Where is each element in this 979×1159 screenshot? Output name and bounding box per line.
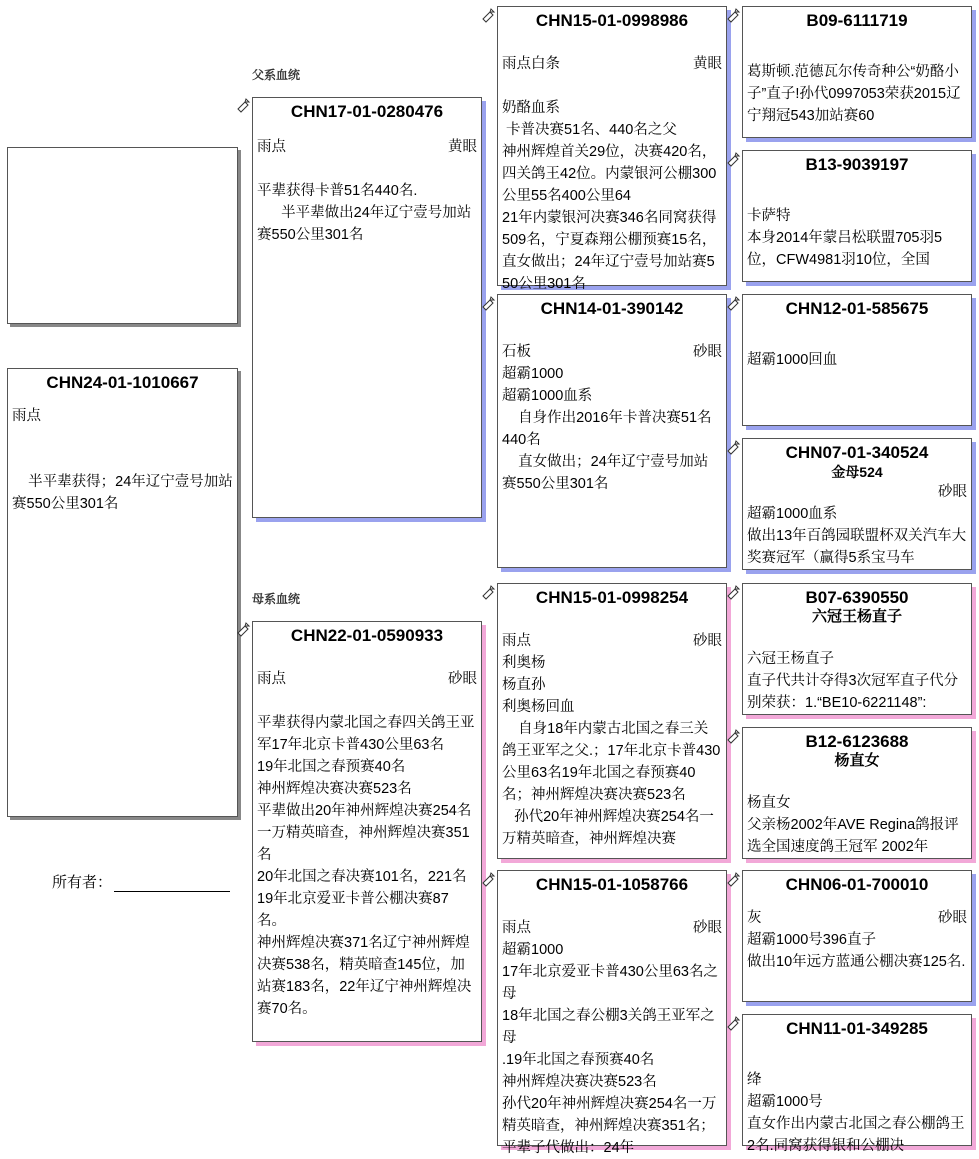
dsd-notes: 杨直女 父亲杨2002年AVE Regina鸽报评选全国速度鸽王冠军 2002年: [747, 795, 959, 855]
edit-pin-icon[interactable]: [236, 622, 250, 636]
edit-pin-icon[interactable]: [481, 296, 495, 310]
dss-card: [742, 583, 972, 715]
edit-pin-icon[interactable]: [726, 296, 740, 310]
ssd-ring: B13-9039197: [805, 155, 909, 174]
ds-color: 雨点: [502, 633, 531, 649]
sire-ring: CHN17-01-0280476: [290, 102, 444, 121]
edit-pin-icon[interactable]: [481, 585, 495, 599]
sds-ring: CHN12-01-585675: [785, 299, 929, 318]
ss-color: 雨点白条: [502, 56, 560, 72]
sd-notes: 超霸1000 超霸1000血系 自身作出2016年卡普决赛51名 440名 直女做出；24年辽宁壹号加站赛550公里301名: [502, 366, 712, 492]
sdd-name: 金母524: [831, 464, 883, 480]
sss-card: [742, 6, 972, 138]
ss-card: [497, 6, 727, 292]
dd-ring: CHN15-01-1058766: [535, 875, 689, 894]
ssd-card: [742, 150, 972, 282]
sss-notes: 葛斯顿.范德瓦尔传奇种公“奶酪小子”直子!孙代0997053荣获2015辽宁翔冠543加站赛60: [747, 64, 961, 124]
ds-card: [497, 583, 727, 859]
dss-notes: 六冠王杨直子 直子代共计夺得3次冠军直子代分别荣获：1.“BE10-6221148”:: [747, 651, 959, 711]
ddd-ring: CHN11-01-349285: [786, 1019, 928, 1038]
owner-field: [52, 871, 230, 892]
ss-eye: 黄眼: [693, 56, 722, 72]
dam-card: [252, 621, 482, 1042]
dds-color: 灰: [747, 910, 762, 926]
edit-pin-icon[interactable]: [481, 8, 495, 22]
dds-ring: CHN06-01-700010: [785, 875, 929, 894]
sd-ring: CHN14-01-390142: [540, 299, 684, 318]
edit-pin-icon[interactable]: [726, 729, 740, 743]
dam-eye: 砂眼: [448, 671, 477, 687]
ddd-card: [742, 1014, 972, 1154]
sdd-card: [742, 438, 972, 570]
sss-ring: B09-6111719: [806, 11, 908, 30]
sds-card: [742, 294, 972, 426]
sire-notes: 平辈获得卡普51名440名. 半平辈做出24年辽宁壹号加站赛550公里301名: [257, 183, 472, 243]
subject-card: [7, 368, 238, 817]
edit-pin-icon[interactable]: [726, 8, 740, 22]
dam-ring: CHN22-01-0590933: [290, 626, 444, 645]
dam-line-label: 母系血统: [252, 592, 301, 606]
ds-eye: 砂眼: [693, 633, 722, 649]
dss-ring: B07-6390550: [805, 588, 909, 607]
sd-color: 石板: [502, 344, 531, 360]
sire-card: [252, 97, 482, 518]
edit-pin-icon[interactable]: [481, 872, 495, 886]
edit-pin-icon[interactable]: [236, 98, 250, 112]
dsd-ring: B12-6123688: [805, 732, 909, 751]
subject-notes: 半平辈获得；24年辽宁壹号加站赛550公里301名: [12, 474, 233, 512]
dss-name: 六冠王杨直子: [811, 608, 902, 625]
dd-card: [497, 870, 727, 1156]
dds-eye: 砂眼: [938, 910, 967, 926]
sdd-notes: 超霸1000血系 做出13年百鸽园联盟杯双关汽车大奖赛冠军（赢得5系宝马车: [747, 506, 967, 566]
dam-color: 雨点: [257, 671, 286, 687]
ss-notes: 奶酪血系 卡普决赛51名、440名之父 神州辉煌首关29位，决赛420名，四关鸽王42位。内蒙银河公棚300公里55名400公里64 21年内蒙银河决赛346名同窝获得509名，宁夏森翔公棚预赛15名，直女做出；24年辽宁壹号加站赛550公里301名: [502, 100, 717, 292]
dds-card: [742, 870, 972, 1002]
subject-color: 雨点: [12, 408, 41, 424]
subject-ring: CHN24-01-1010667: [46, 373, 199, 392]
owner-label: 所有者：: [52, 874, 113, 891]
dsd-name: 杨直女: [834, 752, 880, 769]
ds-ring: CHN15-01-0998254: [535, 588, 689, 607]
sdd-eye: 砂眼: [938, 484, 967, 500]
photo-placeholder: [7, 147, 238, 324]
sdd-ring: CHN07-01-340524: [785, 443, 929, 462]
edit-pin-icon[interactable]: [726, 152, 740, 166]
sire-line-label: 父系血统: [252, 68, 301, 82]
dd-eye: 砂眼: [693, 920, 722, 936]
owner-line[interactable]: [114, 877, 230, 892]
dam-notes: 平辈获得内蒙北国之春四关鸽王亚军17年北京卡普430公里63名 19年北国之春预赛40名 神州辉煌决赛决赛523名 平辈做出20年神州辉煌决赛254名一万精英暗查，神州辉煌决赛351名 20年北国之春决赛101名，221名 19年北京爱亚卡普公棚决赛87名。 神州辉煌决赛371名辽宁神州辉煌决赛538名，精英暗查145位，加站赛183名，22年辽宁神州辉煌决赛70名。: [257, 715, 475, 1017]
dd-notes: 超霸1000 17年北京爱亚卡普430公里63名之母 18年北国之春公棚3关鸽王亚军之母 .19年北国之春预赛40名 神州辉煌决赛决赛523名 孙代20年神州辉煌决赛254名一万精英暗查，神州辉煌决赛351名；平辈子代做出：24年: [502, 942, 718, 1156]
dd-color: 雨点: [502, 920, 531, 936]
dsd-card: [742, 727, 972, 859]
ss-ring: CHN15-01-0998986: [535, 11, 689, 30]
edit-pin-icon[interactable]: [726, 872, 740, 886]
ds-notes: 利奥杨 杨直孙 利奥杨回血 自身18年内蒙古北国之春三关鸽王亚军之父.；17年北京卡普430公里63名19年北国之春预赛40名；神州辉煌决赛决赛523名 孙代20年神州辉煌决赛254名一万精英暗查，神州辉煌决赛: [502, 655, 721, 847]
edit-pin-icon[interactable]: [726, 440, 740, 454]
edit-pin-icon[interactable]: [726, 1016, 740, 1030]
ddd-notes: 绛 超霸1000号 直女作出内蒙古北国之春公棚鸽王2名.同窝获得银和公棚决: [747, 1072, 965, 1154]
edit-pin-icon[interactable]: [726, 585, 740, 599]
sd-eye: 砂眼: [693, 344, 722, 360]
ssd-notes: 卡萨特 本身2014年蒙吕松联盟705羽5位，CFW4981羽10位，全国: [747, 208, 943, 268]
sire-eye: 黄眼: [448, 139, 477, 155]
dds-notes: 超霸1000号396直子 做出10年远方蓝通公棚决赛125名.: [747, 932, 966, 970]
sds-notes: 超霸1000回血: [747, 352, 838, 368]
sire-color: 雨点: [257, 139, 286, 155]
sd-card: [497, 294, 727, 568]
